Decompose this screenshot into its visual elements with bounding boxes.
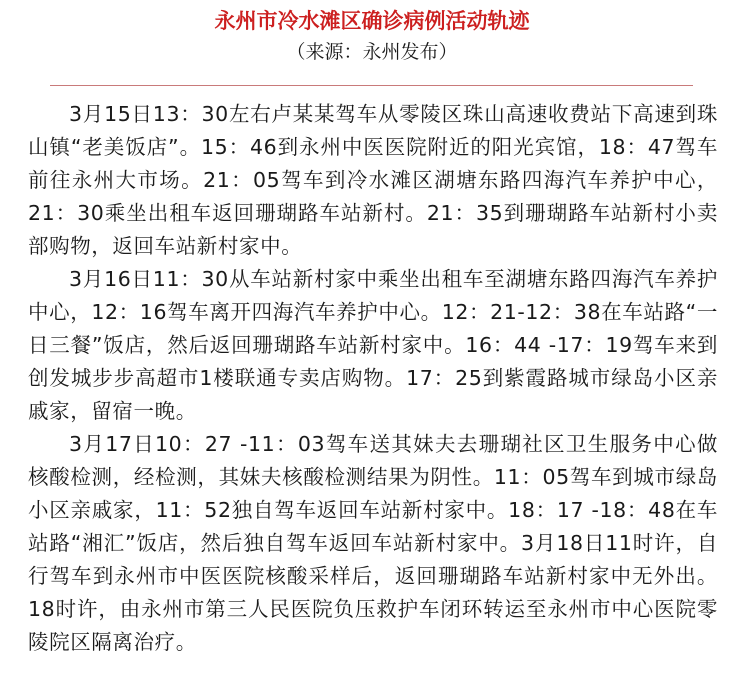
document-body: [28, 98, 718, 659]
title-divider: [50, 85, 693, 86]
paragraph-march-15: 3月15日13：30左右卢某某驾车从零陵区珠山高速收费站下高速到珠山镇“老美饭店”。15：46到永州中医医院附近的阳光宾馆，18：47驾车前往永州大市场。21：05驾车到冷水滩区湖塘东路四海汽车养护中心，21：30乘坐出租车返回珊瑚路车站新村。21：35到珊瑚路车站新村小卖部购物，返回车站新村家中。: [28, 102, 718, 258]
paragraph-march-17: 3月17日10：27 -11：03驾车送其妹夫去珊瑚社区卫生服务中心做核酸检测，经检测，其妹夫核酸检测结果为阴性。11：05驾车到城市绿岛小区亲戚家，11：52独自驾车返回车站新村家中。18：17 -18：48在车站路“湘汇”饭店，然后独自驾车返回车站新村家中。3月18日11时许，自行驾车到永州市中医医院核酸采样后，返回珊瑚路车站新村家中无外出。18时许，由永州市第三人民医院负压救护车闭环转运至永州市中心医院零陵院区隔离治疗。: [28, 432, 718, 654]
paragraph-march-16: 3月16日11：30从车站新村家中乘坐出租车至湖塘东路四海汽车养护中心，12：16驾车离开四海汽车养护中心。12：21-12：38在车站路“一日三餐”饭店，然后返回珊瑚路车站新村家中。16：44 -17：19驾车来到创发城步步高超市1楼联通专卖店购物。17：25到紫霞路城市绿岛小区亲戚家，留宿一晚。: [28, 267, 718, 423]
document-source: （来源：永州发布）: [286, 41, 458, 63]
document-title: 永州市冷水滩区确诊病例活动轨迹: [214, 9, 530, 33]
